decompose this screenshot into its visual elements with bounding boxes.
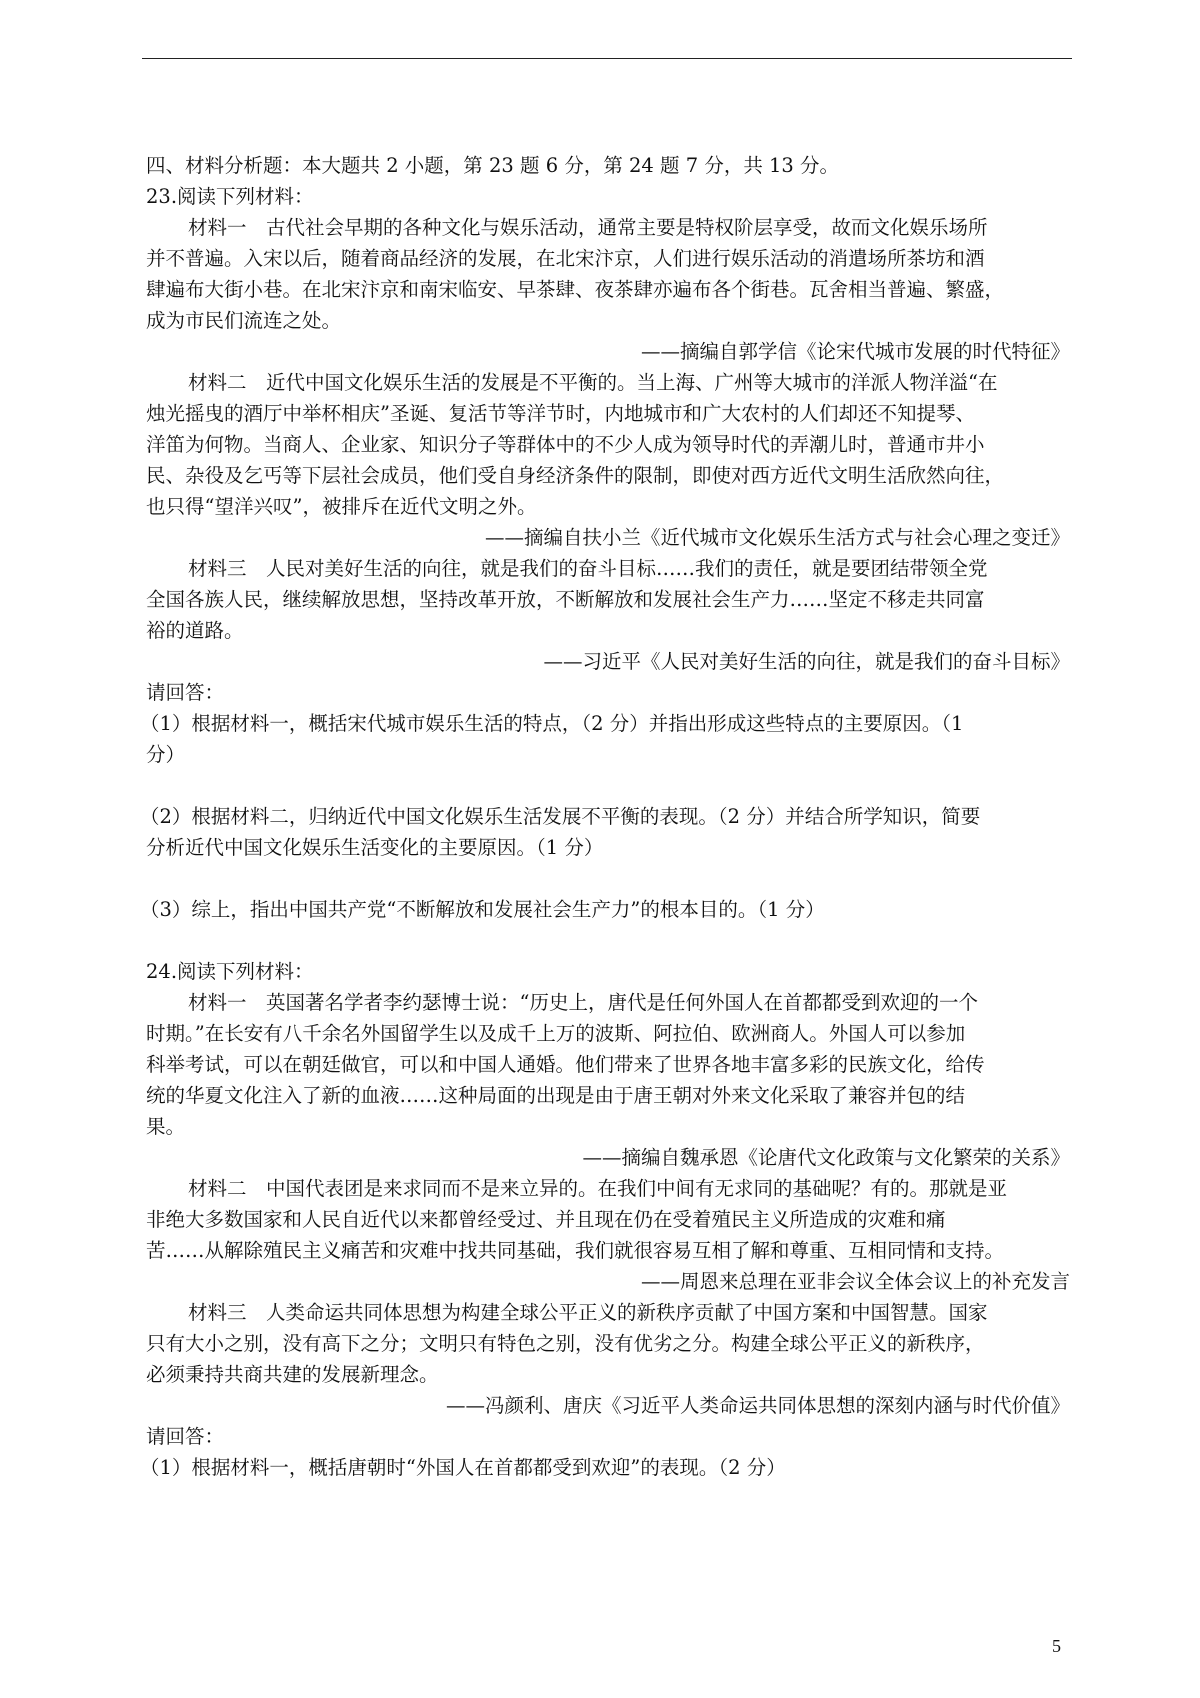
- q23-prompt: 23.阅读下列材料：: [146, 185, 314, 208]
- q23-material3-line: 裕的道路。: [146, 619, 244, 642]
- q24-material2-line: 非绝大多数国家和人民自近代以来都曾经受过、并且现在仍在受着殖民主义所造成的灾难和痛: [146, 1208, 946, 1231]
- q24-material1-line: 统的华夏文化注入了新的血液……这种局面的出现是由于唐王朝对外来文化采取了兼容并包的结: [146, 1084, 966, 1107]
- section-heading: 四、材料分析题：本大题共 2 小题，第 23 题 6 分，第 24 题 7 分，共 13 分。: [146, 154, 840, 177]
- q24-material1-line: 材料一 英国著名学者李约瑟博士说：“历史上，唐代是任何外国人在首都都受到欢迎的一个: [188, 991, 978, 1014]
- q23-material3-line: 材料三 人民对美好生活的向往，就是我们的奋斗目标……我们的责任，就是要团结带领全党: [188, 557, 988, 580]
- q23-question2-line: 分析近代中国文化娱乐生活变化的主要原因。（1 分）: [146, 836, 604, 859]
- q24-material3-line: 材料三 人类命运共同体思想为构建全球公平正义的新秩序贡献了中国方案和中国智慧。国家: [188, 1301, 988, 1324]
- q23-material2-line: 烛光摇曳的酒厅中举杯相庆”圣诞、复活节等洋节时，内地城市和广大农村的人们却还不知提琴、: [146, 402, 975, 425]
- q24-material1-line: 科举考试，可以在朝廷做官，可以和中国人通婚。他们带来了世界各地丰富多彩的民族文化，给传: [146, 1053, 985, 1076]
- q24-question1: （1）根据材料一，概括唐朝时“外国人在首都都受到欢迎”的表现。（2 分）: [140, 1456, 786, 1479]
- page-content: [140, 150, 1070, 1483]
- q23-material2-line: 洋笛为何物。当商人、企业家、知识分子等群体中的不少人成为领导时代的弄潮儿时，普通市井小: [146, 433, 985, 456]
- q24-prompt: 24.阅读下列材料：: [146, 960, 314, 983]
- q23-material1-line: 肆遍布大街小巷。在北宋汴京和南宋临安、早茶肆、夜茶肆亦遍布各个街巷。瓦舍相当普遍、繁盛，: [146, 278, 1005, 301]
- answer-space: [146, 770, 1070, 801]
- q24-material3-source: ——冯颜利、唐庆《习近平人类命运共同体思想的深刻内涵与时代价值》: [445, 1394, 1070, 1417]
- q23-question1-line: （1）根据材料一，概括宋代城市娱乐生活的特点，（2 分）并指出形成这些特点的主要原因。（1: [140, 712, 964, 735]
- q23-material2-line: 也只得“望洋兴叹”，被排斥在近代文明之外。: [146, 495, 537, 518]
- q23-question1-line: 分）: [146, 743, 186, 766]
- page-number: 5: [1052, 1636, 1061, 1656]
- q24-material2-line: 苦……从解除殖民主义痛苦和灾难中找共同基础，我们就很容易互相了解和尊重、互相同情和支持。: [146, 1239, 1005, 1262]
- q23-question3: （3）综上，指出中国共产党“不断解放和发展社会生产力”的根本目的。（1 分）: [140, 898, 825, 921]
- answer-space: [146, 925, 1070, 956]
- q23-material2-source: ——摘编自扶小兰《近代城市文化娱乐生活方式与社会心理之变迁》: [484, 526, 1070, 549]
- q24-material1-line: 果。: [146, 1115, 186, 1138]
- q23-material2-line: 民、杂役及乞丐等下层社会成员，他们受自身经济条件的限制，即使对西方近代文明生活欣然向往，: [146, 464, 1005, 487]
- answer-space: [146, 863, 1070, 894]
- q24-material1-source: ——摘编自魏承恩《论唐代文化政策与文化繁荣的关系》: [582, 1146, 1070, 1169]
- q24-material2-source: ——周恩来总理在亚非会议全体会议上的补充发言: [640, 1270, 1070, 1293]
- q24-material1-line: 时期。”在长安有八千余名外国留学生以及成千上万的波斯、阿拉伯、欧洲商人。外国人可以参加: [146, 1022, 966, 1045]
- q23-question2-line: （2）根据材料二，归纳近代中国文化娱乐生活发展不平衡的表现。（2 分）并结合所学知识，简要: [140, 805, 981, 828]
- q23-material1-source: ——摘编自郭学信《论宋代城市发展的时代特征》: [640, 340, 1070, 363]
- q24-material2-line: 材料二 中国代表团是来求同而不是来立异的。在我们中间有无求同的基础呢？有的。那就是亚: [188, 1177, 1008, 1200]
- q23-material3-line: 全国各族人民，继续解放思想，坚持改革开放，不断解放和发展社会生产力……坚定不移走共同富: [146, 588, 985, 611]
- q23-material2-line: 材料二 近代中国文化娱乐生活的发展是不平衡的。当上海、广州等大城市的洋派人物洋溢“在: [188, 371, 998, 394]
- q24-answer-prompt: 请回答：: [146, 1425, 225, 1448]
- q24-material3-line: 必须秉持共商共建的发展新理念。: [146, 1363, 439, 1386]
- q23-material1-line: 并不普遍。入宋以后，随着商品经济的发展，在北宋汴京，人们进行娱乐活动的消遣场所茶坊和酒: [146, 247, 985, 270]
- q23-material3-source: ——习近平《人民对美好生活的向往，就是我们的奋斗目标》: [543, 650, 1070, 673]
- q23-material1-line: 材料一 古代社会早期的各种文化与娱乐活动，通常主要是特权阶层享受，故而文化娱乐场所: [188, 216, 988, 239]
- q23-answer-prompt: 请回答：: [146, 681, 225, 704]
- q23-material1-line: 成为市民们流连之处。: [146, 309, 342, 332]
- q24-material3-line: 只有大小之别，没有高下之分；文明只有特色之别，没有优劣之分。构建全球公平正义的新秩序，: [146, 1332, 985, 1355]
- header-rule: [142, 58, 1072, 59]
